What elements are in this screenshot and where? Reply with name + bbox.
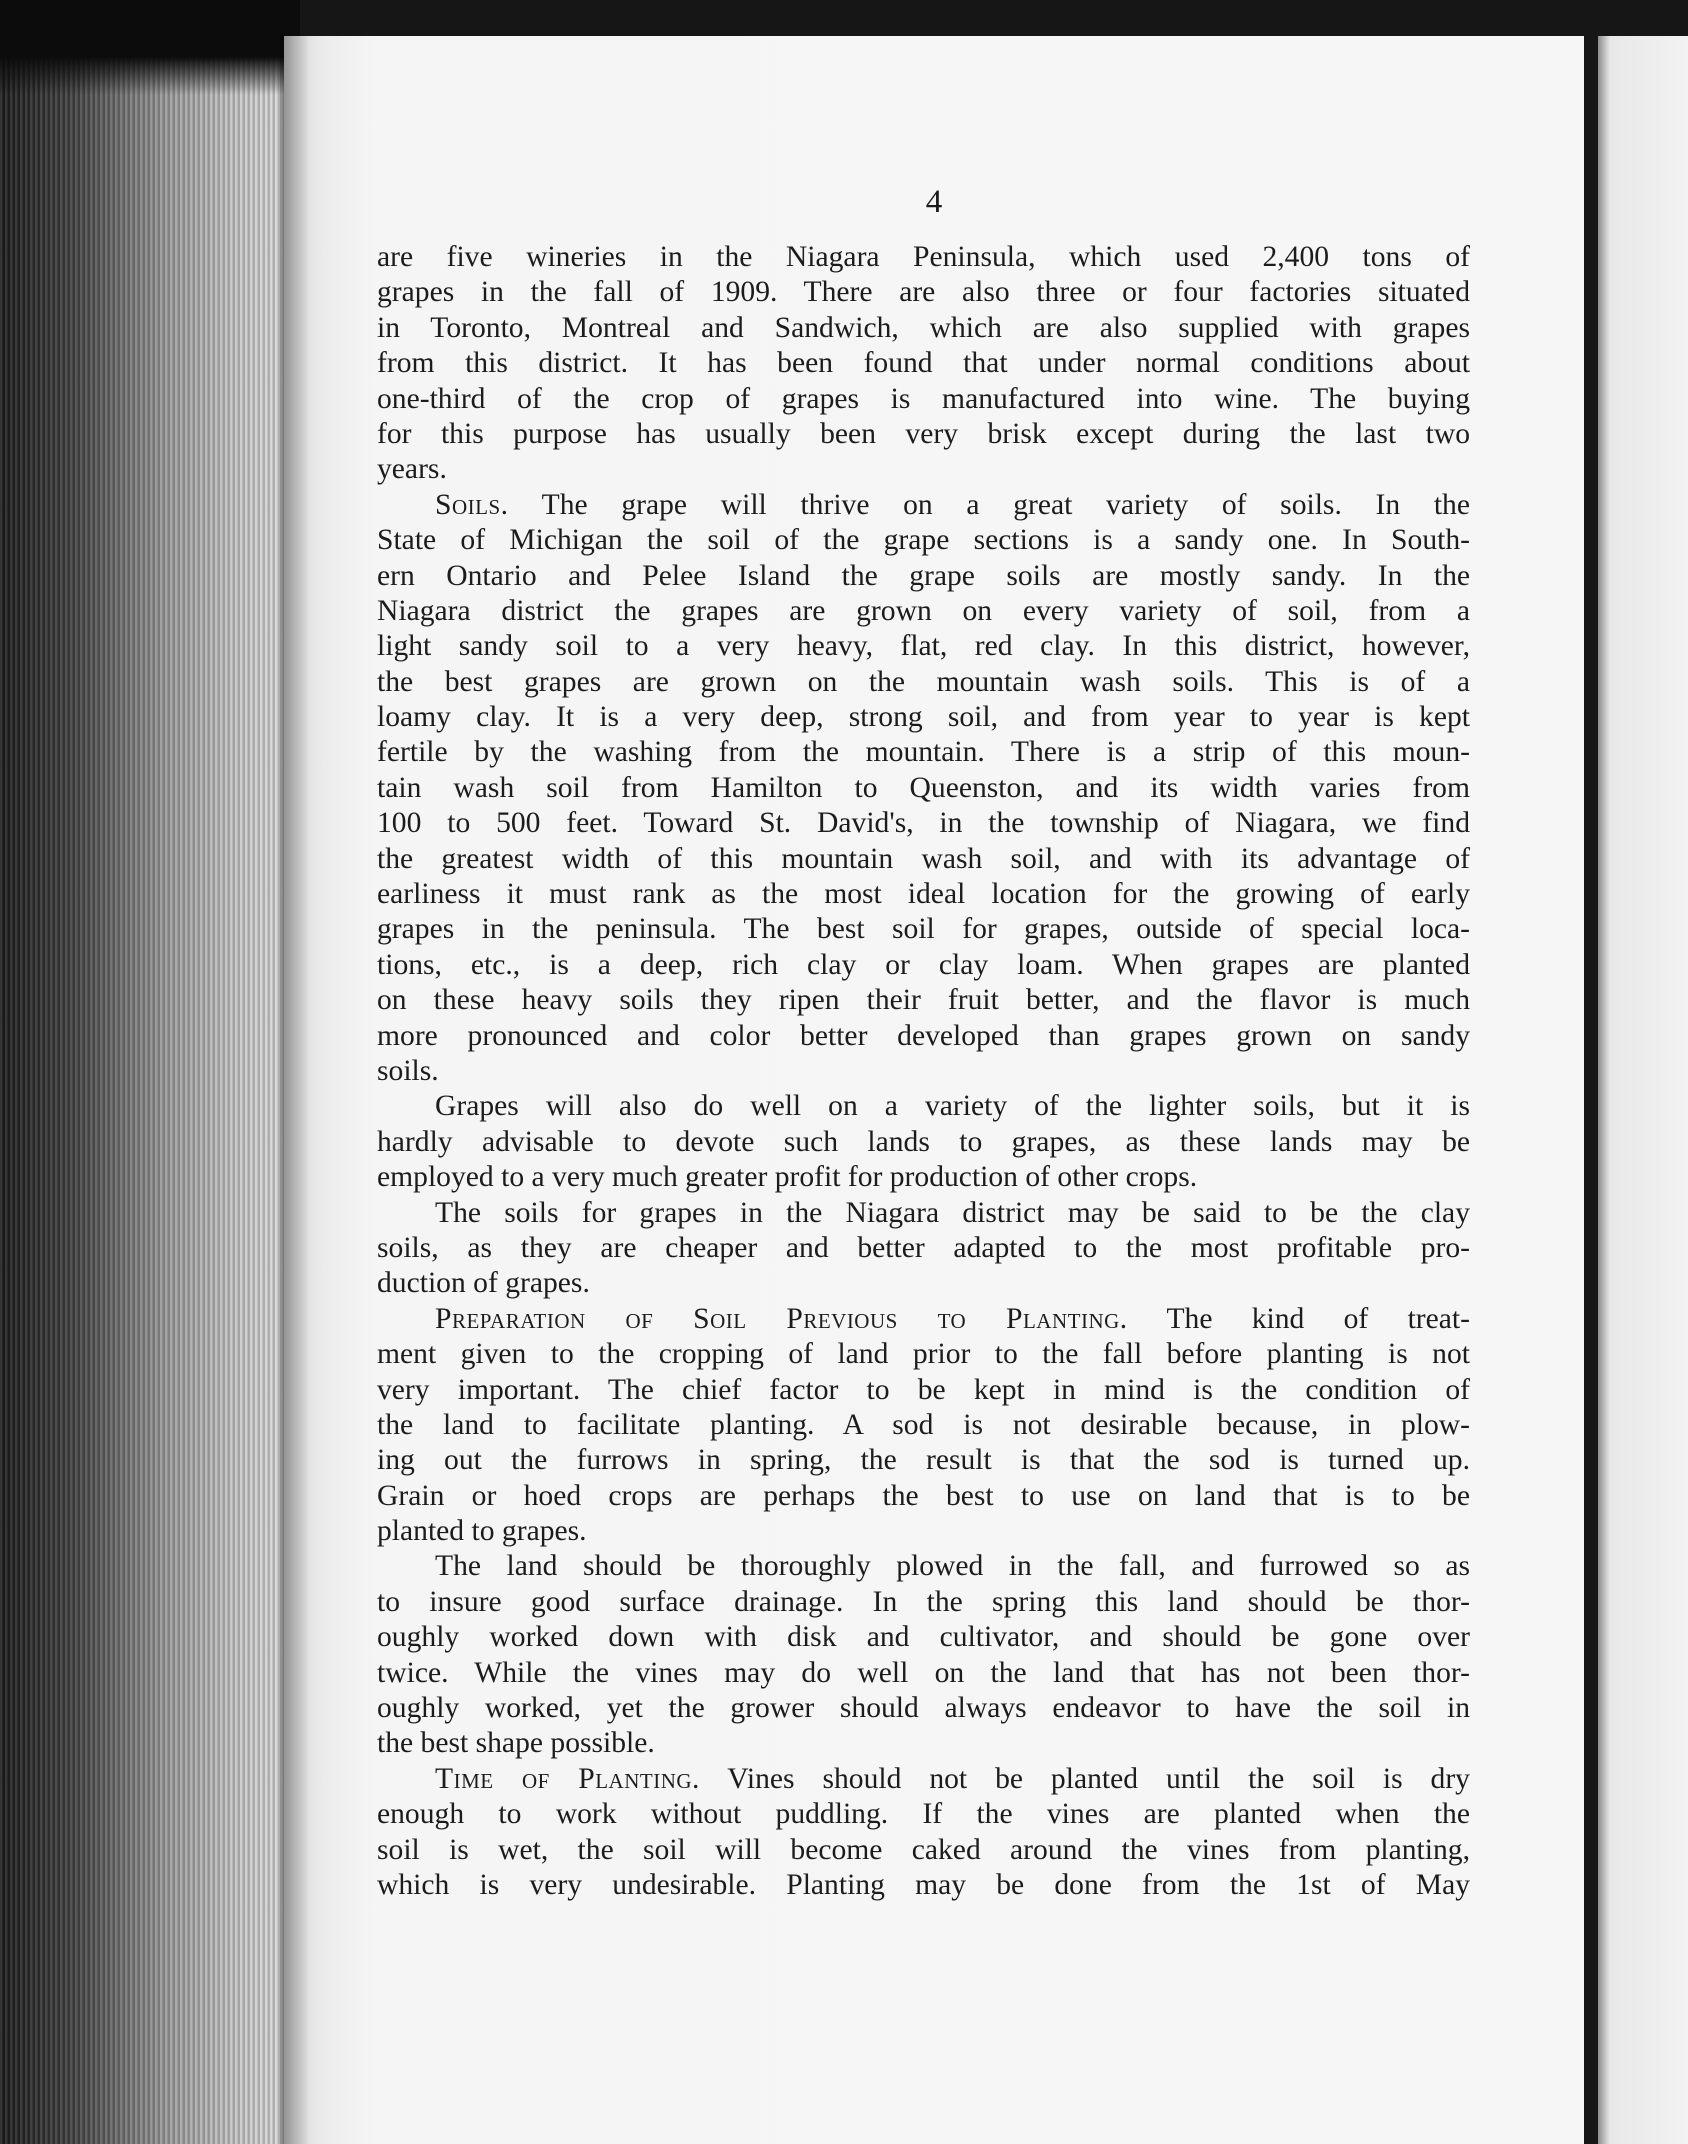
line-text: the land to facilitate planting. A sod is not desirable because, in plow-	[377, 1408, 1470, 1441]
line-text: The grape will thrive on a great variety of soils. In the	[508, 488, 1470, 521]
line-text: State of Michigan the soil of the grape sections is a sandy one. In South-	[377, 524, 1470, 557]
text-line	[377, 1089, 1470, 1124]
text-line	[377, 275, 1470, 310]
line-text: Grapes will also do well on a variety of the lighter soils, but it is	[435, 1090, 1470, 1123]
line-text: on these heavy soils they ripen their fruit better, and the flavor is much	[377, 984, 1470, 1017]
text-line	[377, 1408, 1470, 1443]
line-text: fertile by the washing from the mountain. There is a strip of this moun-	[377, 736, 1470, 769]
line-text: grapes in the peninsula. The best soil for grapes, outside of special loca-	[377, 913, 1470, 946]
next-page-edge	[1598, 36, 1688, 2144]
line-text: soils, as they are cheaper and better adapted to the most profitable pro-	[377, 1231, 1470, 1264]
line-text: from this district. It has been found that under normal conditions about	[377, 347, 1470, 380]
text-line	[377, 1231, 1470, 1266]
text-line	[377, 877, 1470, 912]
line-text: the best grapes are grown on the mountain wash soils. This is of a	[377, 665, 1470, 698]
line-text: Niagara district the grapes are grown on every variety of soil, from a	[377, 594, 1470, 627]
text-line	[377, 1833, 1470, 1868]
book-page-edges	[0, 0, 300, 2144]
line-text: for this purpose has usually been very brisk except during the last two	[377, 417, 1470, 450]
line-text: The kind of treat-	[1127, 1302, 1470, 1335]
line-text: are five wineries in the Niagara Peninsula, which used 2,400 tons of	[377, 241, 1470, 273]
line-text: the best shape possible.	[377, 1727, 655, 1760]
text-line	[377, 1373, 1470, 1408]
line-text: tain wash soil from Hamilton to Queenston, and its width varies from	[377, 771, 1470, 804]
text-line	[377, 311, 1470, 346]
text-line	[377, 1726, 1470, 1761]
text-line	[377, 735, 1470, 770]
text-line	[377, 1585, 1470, 1620]
text-line	[377, 559, 1470, 594]
line-text: planted to grapes.	[377, 1515, 587, 1548]
text-line	[377, 665, 1470, 700]
section-heading: Soils.	[435, 488, 509, 521]
line-text: oughly worked, yet the grower should always endeavor to have the soil in	[377, 1692, 1470, 1725]
line-text: The soils for grapes in the Niagara district may be said to be the clay	[435, 1196, 1470, 1229]
line-text: twice. While the vines may do well on the land that has not been thor-	[377, 1656, 1470, 1689]
line-text: employed to a very much greater profit for production of other crops.	[377, 1161, 1198, 1194]
line-text: soils.	[377, 1054, 439, 1087]
line-text: The land should be thoroughly plowed in the fall, and furrowed so as	[435, 1550, 1470, 1583]
text-line	[377, 1868, 1470, 1903]
text-line	[377, 1125, 1470, 1160]
text-line	[377, 382, 1470, 417]
line-text: light sandy soil to a very heavy, flat, red clay. In this district, however,	[377, 630, 1470, 663]
text-line	[377, 1160, 1470, 1195]
line-text: very important. The chief factor to be kept in mind is the condition of	[377, 1373, 1470, 1406]
text-line	[377, 1514, 1470, 1549]
text-line	[377, 1266, 1470, 1301]
text-line	[377, 983, 1470, 1018]
text-line	[377, 1549, 1470, 1584]
text-line	[377, 452, 1470, 487]
text-line	[377, 594, 1470, 629]
line-text: in Toronto, Montreal and Sandwich, which are also supplied with grapes	[377, 311, 1470, 344]
line-text: Vines should not be planted until the soil is dry	[699, 1762, 1470, 1795]
line-text: ern Ontario and Pelee Island the grape soils are mostly sandy. In the	[377, 559, 1470, 592]
text-line	[377, 488, 1470, 523]
text-line	[377, 1691, 1470, 1726]
line-text: grapes in the fall of 1909. There are also three or four factories situated	[377, 276, 1470, 309]
text-line	[377, 417, 1470, 452]
page-number: 4	[925, 184, 943, 220]
line-text: earliness it must rank as the most ideal location for the growing of early	[377, 878, 1470, 911]
text-line	[377, 1196, 1470, 1231]
line-text: oughly worked down with disk and cultivator, and should be gone over	[377, 1621, 1470, 1654]
line-text: soil is wet, the soil will become caked around the vines from planting,	[377, 1833, 1470, 1866]
line-text: loamy clay. It is a very deep, strong soil, and from year to year is kept	[377, 701, 1470, 734]
text-line	[377, 948, 1470, 983]
line-text: ing out the furrows in spring, the result is that the sod is turned up.	[377, 1444, 1470, 1477]
body-text	[377, 240, 1470, 1903]
section-heading: Time of Planting.	[435, 1762, 700, 1795]
text-line	[377, 1337, 1470, 1372]
line-text: more pronounced and color better developed than grapes grown on sandy	[377, 1019, 1470, 1052]
line-text: duction of grapes.	[377, 1267, 590, 1300]
line-text: one-third of the crop of grapes is manufactured into wine. The buying	[377, 382, 1470, 415]
text-line	[377, 1797, 1470, 1832]
line-text: 100 to 500 feet. Toward St. David's, in the township of Niagara, we find	[377, 807, 1470, 840]
text-line	[377, 912, 1470, 947]
text-line	[377, 771, 1470, 806]
text-line	[377, 806, 1470, 841]
text-line	[377, 1302, 1470, 1337]
line-text: the greatest width of this mountain wash soil, and with its advantage of	[377, 842, 1470, 875]
line-text: hardly advisable to devote such lands to grapes, as these lands may be	[377, 1125, 1470, 1158]
line-text: enough to work without puddling. If the vines are planted when the	[377, 1798, 1470, 1831]
section-heading: Preparation of Soil Previous to Planting.	[435, 1302, 1128, 1335]
text-line	[377, 1443, 1470, 1478]
text-line	[377, 842, 1470, 877]
line-text: years.	[377, 453, 447, 486]
line-text: which is very undesirable. Planting may be done from the 1st of May	[377, 1868, 1470, 1901]
text-line	[377, 1656, 1470, 1691]
text-line	[377, 346, 1470, 381]
book-top-shadow	[0, 0, 300, 95]
line-text: ment given to the cropping of land prior to the fall before planting is not	[377, 1338, 1470, 1371]
text-line	[377, 1762, 1470, 1797]
text-line	[377, 1054, 1470, 1089]
text-line	[377, 523, 1470, 558]
text-line	[377, 629, 1470, 664]
line-text: Grain or hoed crops are perhaps the best to use on land that is to be	[377, 1479, 1470, 1512]
page-gutter-shadow	[280, 36, 310, 2144]
line-text: tions, etc., is a deep, rich clay or clay loam. When grapes are planted	[377, 948, 1470, 981]
text-line	[377, 1019, 1470, 1054]
text-line	[377, 1479, 1470, 1514]
text-line	[377, 700, 1470, 735]
line-text: to insure good surface drainage. In the spring this land should be thor-	[377, 1585, 1470, 1618]
text-line	[377, 1620, 1470, 1655]
text-line	[377, 240, 1470, 275]
